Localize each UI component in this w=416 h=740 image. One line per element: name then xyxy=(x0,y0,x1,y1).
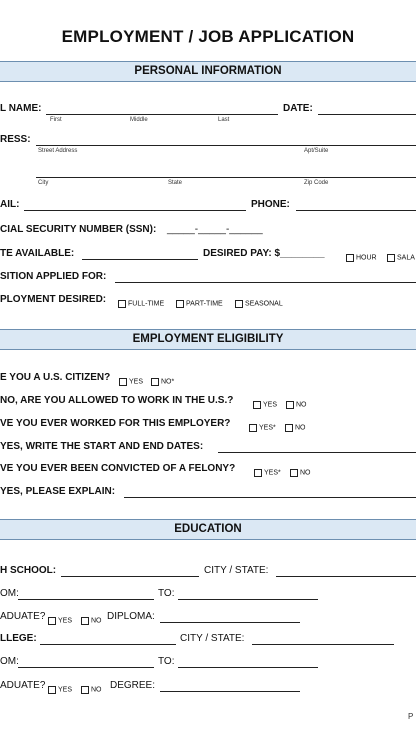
hs-from-label: OM: xyxy=(0,588,19,599)
work-allowed-no-option[interactable]: NO xyxy=(286,396,307,414)
degree-field[interactable] xyxy=(160,691,300,692)
email-field[interactable] xyxy=(24,210,246,211)
worked-before-no-checkbox[interactable] xyxy=(285,424,293,432)
work-allowed-yes-option[interactable]: YES xyxy=(253,396,277,414)
college-graduate-yes-checkbox[interactable] xyxy=(48,686,56,694)
felony-no-checkbox[interactable] xyxy=(290,469,298,477)
street-caption: Street Address xyxy=(38,148,78,154)
dates-label: YES, WRITE THE START AND END DATES: xyxy=(0,441,204,452)
middle-caption: Middle xyxy=(130,117,148,123)
hs-graduate-no-option[interactable]: NO xyxy=(81,612,102,630)
last-caption: Last xyxy=(218,117,230,123)
college-graduate-yes-option[interactable]: YES xyxy=(48,681,72,699)
section-header-eligibility xyxy=(0,329,416,350)
full-name-label: L NAME: xyxy=(0,103,42,114)
explain-field[interactable] xyxy=(124,497,416,498)
college-graduate-no-option[interactable]: NO xyxy=(81,681,102,699)
part-time-option[interactable]: PART-TIME xyxy=(176,295,223,313)
position-field[interactable] xyxy=(115,282,416,283)
felony-question: VE YOU EVER BEEN CONVICTED OF A FELONY? xyxy=(0,463,236,474)
felony-no-option[interactable]: NO xyxy=(290,464,311,482)
college-label: LLEGE: xyxy=(0,633,37,644)
page-number: P xyxy=(408,712,414,721)
hs-from-field[interactable] xyxy=(18,599,154,600)
phone-field[interactable] xyxy=(296,210,416,211)
employment-desired-label: PLOYMENT DESIRED: xyxy=(0,294,107,305)
worked-before-question: VE YOU EVER WORKED FOR THIS EMPLOYER? xyxy=(0,418,231,429)
college-to-field[interactable] xyxy=(178,667,318,668)
salary-option[interactable]: SALA xyxy=(387,249,415,267)
college-graduate-no-checkbox[interactable] xyxy=(81,686,89,694)
dates-field[interactable] xyxy=(218,452,416,453)
date-available-field[interactable] xyxy=(82,259,198,260)
hour-option[interactable]: HOUR xyxy=(346,249,377,267)
college-graduate-label: ADUATE? xyxy=(0,680,46,691)
part-time-checkbox[interactable] xyxy=(176,300,184,308)
hs-graduate-label: ADUATE? xyxy=(0,611,46,622)
full-name-field[interactable] xyxy=(46,114,278,115)
worked-before-yes-option[interactable]: YES* xyxy=(249,419,276,437)
first-caption: First xyxy=(50,117,62,123)
seasonal-option[interactable]: SEASONAL xyxy=(235,295,283,313)
zip-caption: Zip Code xyxy=(304,180,329,186)
work-allowed-question: NO, ARE YOU ALLOWED TO WORK IN THE U.S.? xyxy=(0,395,234,406)
college-to-label: TO: xyxy=(158,656,175,667)
section-header-education xyxy=(0,519,416,540)
college-from-label: OM: xyxy=(0,656,19,667)
college-city-state-field[interactable] xyxy=(252,644,394,645)
seasonal-checkbox[interactable] xyxy=(235,300,243,308)
hs-graduate-no-checkbox[interactable] xyxy=(81,617,89,625)
address-label: RESS: xyxy=(0,134,31,145)
apt-caption: Apt/Suite xyxy=(304,148,329,154)
college-city-state-label: CITY / STATE: xyxy=(180,633,245,644)
high-school-label: H SCHOOL: xyxy=(0,565,57,576)
diploma-label: DIPLOMA: xyxy=(107,611,155,622)
high-school-field[interactable] xyxy=(61,576,199,577)
college-from-field[interactable] xyxy=(18,667,154,668)
work-allowed-no-checkbox[interactable] xyxy=(286,401,294,409)
college-field[interactable] xyxy=(40,644,176,645)
citizen-yes-checkbox[interactable] xyxy=(119,378,127,386)
full-time-checkbox[interactable] xyxy=(118,300,126,308)
ssn-field[interactable]: _____-_____-______ xyxy=(167,224,263,235)
hs-to-label: TO: xyxy=(158,588,175,599)
hs-city-state-field[interactable] xyxy=(276,576,416,577)
work-allowed-yes-checkbox[interactable] xyxy=(253,401,261,409)
worked-before-no-option[interactable]: NO xyxy=(285,419,306,437)
full-time-option[interactable]: FULL-TIME xyxy=(118,295,164,313)
date-available-label: TE AVAILABLE: xyxy=(0,248,75,259)
hs-city-state-label: CITY / STATE: xyxy=(204,565,269,576)
worked-before-yes-checkbox[interactable] xyxy=(249,424,257,432)
city-state-zip-field[interactable] xyxy=(36,177,416,178)
state-caption: State xyxy=(168,180,183,186)
position-label: SITION APPLIED FOR: xyxy=(0,271,107,282)
city-caption: City xyxy=(38,180,49,186)
desired-pay-label: DESIRED PAY: $________ xyxy=(203,248,325,259)
section-title: PERSONAL INFORMATION xyxy=(134,65,282,77)
citizen-no-option[interactable]: NO* xyxy=(151,373,174,391)
ssn-label: CIAL SECURITY NUMBER (SSN): xyxy=(0,224,157,235)
hour-checkbox[interactable] xyxy=(346,254,354,262)
section-title: EMPLOYMENT ELIGIBILITY xyxy=(132,333,284,345)
street-address-field[interactable] xyxy=(36,145,416,146)
citizen-question: E YOU A U.S. CITIZEN? xyxy=(0,372,111,383)
felony-yes-checkbox[interactable] xyxy=(254,469,262,477)
form-title: EMPLOYMENT / JOB APPLICATION xyxy=(61,27,355,46)
phone-label: PHONE: xyxy=(251,199,290,210)
citizen-yes-option[interactable]: YES xyxy=(119,373,143,391)
diploma-field[interactable] xyxy=(160,622,300,623)
section-header-personal xyxy=(0,61,416,82)
salary-checkbox[interactable] xyxy=(387,254,395,262)
date-field[interactable] xyxy=(318,114,416,115)
degree-label: DEGREE: xyxy=(110,680,156,691)
hs-graduate-yes-option[interactable]: YES xyxy=(48,612,72,630)
hs-to-field[interactable] xyxy=(178,599,318,600)
date-label: DATE: xyxy=(283,103,313,114)
citizen-no-checkbox[interactable] xyxy=(151,378,159,386)
felony-yes-option[interactable]: YES* xyxy=(254,464,281,482)
section-title: EDUCATION xyxy=(174,523,242,535)
email-label: AIL: xyxy=(0,199,20,210)
explain-label: YES, PLEASE EXPLAIN: xyxy=(0,486,116,497)
hs-graduate-yes-checkbox[interactable] xyxy=(48,617,56,625)
